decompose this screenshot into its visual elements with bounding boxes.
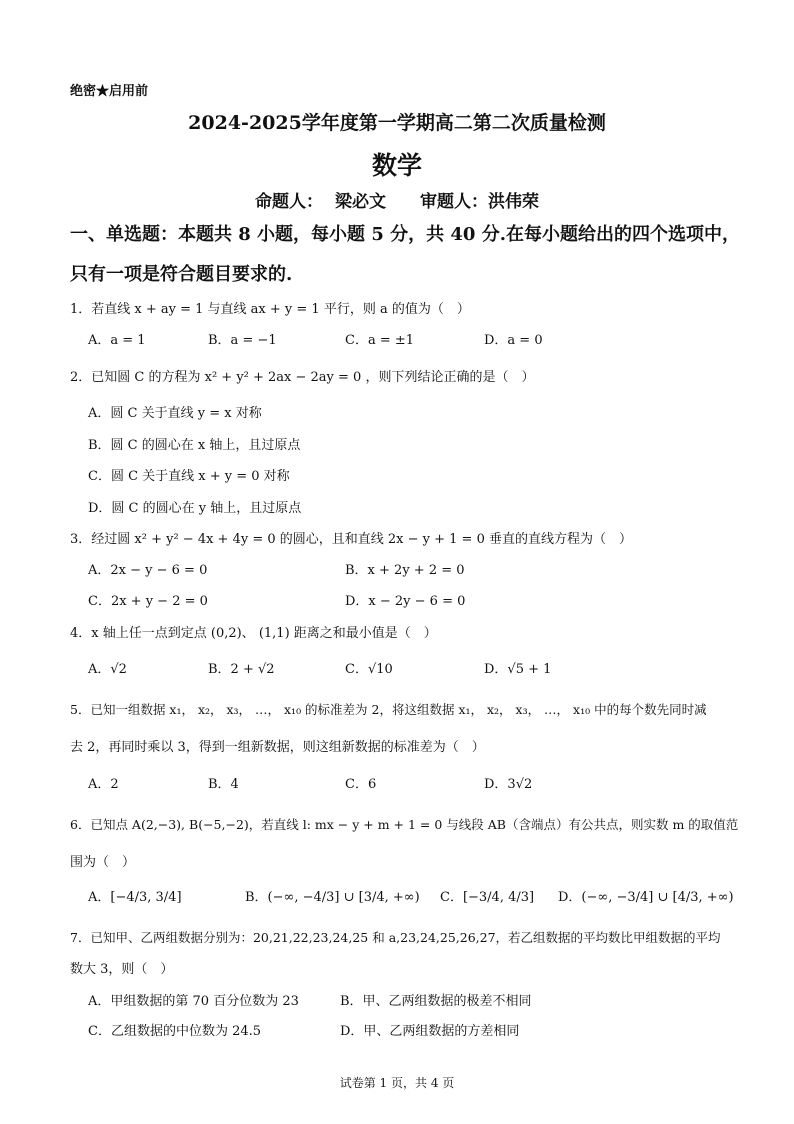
question-7-stem-continued: 数大 3，则（ ） <box>70 962 174 977</box>
question-2-option-b: B．圆 C 的圆心在 x 轴上，且过原点 <box>88 438 301 453</box>
question-6-option-a: A．[−4/3, 3/4] <box>88 890 182 905</box>
question-7-option-a: A．甲组数据的第 70 百分位数为 23 <box>88 994 299 1009</box>
question-1-option-c: C．a = ±1 <box>345 333 415 348</box>
section-heading-line2: 只有一项是符合题目要求的. <box>70 264 293 285</box>
question-5-option-a: A．2 <box>88 777 119 792</box>
question-5-option-c: C．6 <box>345 777 377 792</box>
question-4-option-c: C．√10 <box>345 662 393 677</box>
question-3-stem: 3．经过圆 x² + y² − 4x + 4y = 0 的圆心，且和直线 2x − y + 1 = 0 垂直的直线方程为（ ） <box>70 532 632 547</box>
question-2-option-d: D．圆 C 的圆心在 y 轴上，且过原点 <box>88 501 302 516</box>
question-7-option-c: C．乙组数据的中位数为 24.5 <box>88 1024 262 1039</box>
authors-line: 命题人： 梁必文 审题人：洪伟荣 <box>255 192 539 212</box>
question-5-option-d: D．3√2 <box>484 777 533 792</box>
question-6-option-d: D．(−∞, −3/4] ∪ [4/3, +∞) <box>558 890 734 905</box>
question-5-stem: 5．已知一组数据 x₁， x₂， x₃， …， x₁₀ 的标准差为 2，将这组数据 x₁， x₂， x₃， …， x₁₀ 中的每个数先同时减 <box>70 702 707 717</box>
question-3-option-c: C．2x + y − 2 = 0 <box>88 594 208 609</box>
section-heading-line1: 一、单选题：本题共 8 小题，每小题 5 分，共 40 分.在每小题给出的四个选项中， <box>70 224 740 245</box>
question-4-option-a: A．√2 <box>88 662 127 677</box>
question-3-option-a: A．2x − y − 6 = 0 <box>88 563 208 578</box>
question-6-stem-continued: 围为（ ） <box>70 855 136 870</box>
question-6-option-b: B．(−∞, −4/3] ∪ [3/4, +∞) <box>245 890 420 905</box>
question-4-option-d: D．√5 + 1 <box>484 662 552 677</box>
question-2-stem: 2．已知圆 C 的方程为 x² + y² + 2ax − 2ay = 0 ，则下列结论正确的是（ ） <box>70 370 535 385</box>
question-2-option-c: C．圆 C 关于直线 x + y = 0 对称 <box>88 469 290 484</box>
question-4-stem: 4．x 轴上任一点到定点 (0,2)、 (1,1) 距离之和最小值是（ ） <box>70 626 437 641</box>
question-2-option-a: A．圆 C 关于直线 y = x 对称 <box>88 406 262 421</box>
page-footer: 试卷第 1 页，共 4 页 <box>339 1076 455 1090</box>
question-4-option-b: B．2 + √2 <box>208 662 275 677</box>
question-7-option-b: B．甲、乙两组数据的极差不相同 <box>340 994 532 1009</box>
question-7-option-d: D．甲、乙两组数据的方差相同 <box>340 1024 520 1039</box>
question-1-option-a: A．a = 1 <box>88 333 146 348</box>
question-1-option-d: D．a = 0 <box>484 333 543 348</box>
subject-title: 数学 <box>371 151 422 180</box>
question-6-stem: 6．已知点 A(2,−3), B(−5,−2)，若直线 l: mx − y + m + 1 = 0 与线段 AB（含端点）有公共点，则实数 m 的取值范 <box>70 817 739 832</box>
question-6-option-c: C．[−3/4, 4/3] <box>440 890 535 905</box>
question-5-option-b: B．4 <box>208 777 239 792</box>
question-3-option-b: B．x + 2y + 2 = 0 <box>345 563 465 578</box>
question-1-stem: 1．若直线 x + ay = 1 与直线 ax + y = 1 平行，则 a 的值为（ ） <box>70 302 470 317</box>
question-5-stem-continued: 去 2，再同时乘以 3，得到一组新数据，则这组新数据的标准差为（ ） <box>70 740 485 755</box>
exam-title: 2024-2025学年度第一学期高二第二次质量检测 <box>188 112 606 134</box>
confidential-label: 绝密★启用前 <box>70 84 149 99</box>
question-3-option-d: D．x − 2y − 6 = 0 <box>345 594 466 609</box>
question-7-stem: 7．已知甲、乙两组数据分别为：20,21,22,23,24,25 和 a,23,24,25,26,27，若乙组数据的平均数比甲组数据的平均 <box>70 930 721 945</box>
question-1-option-b: B．a = −1 <box>208 333 277 348</box>
